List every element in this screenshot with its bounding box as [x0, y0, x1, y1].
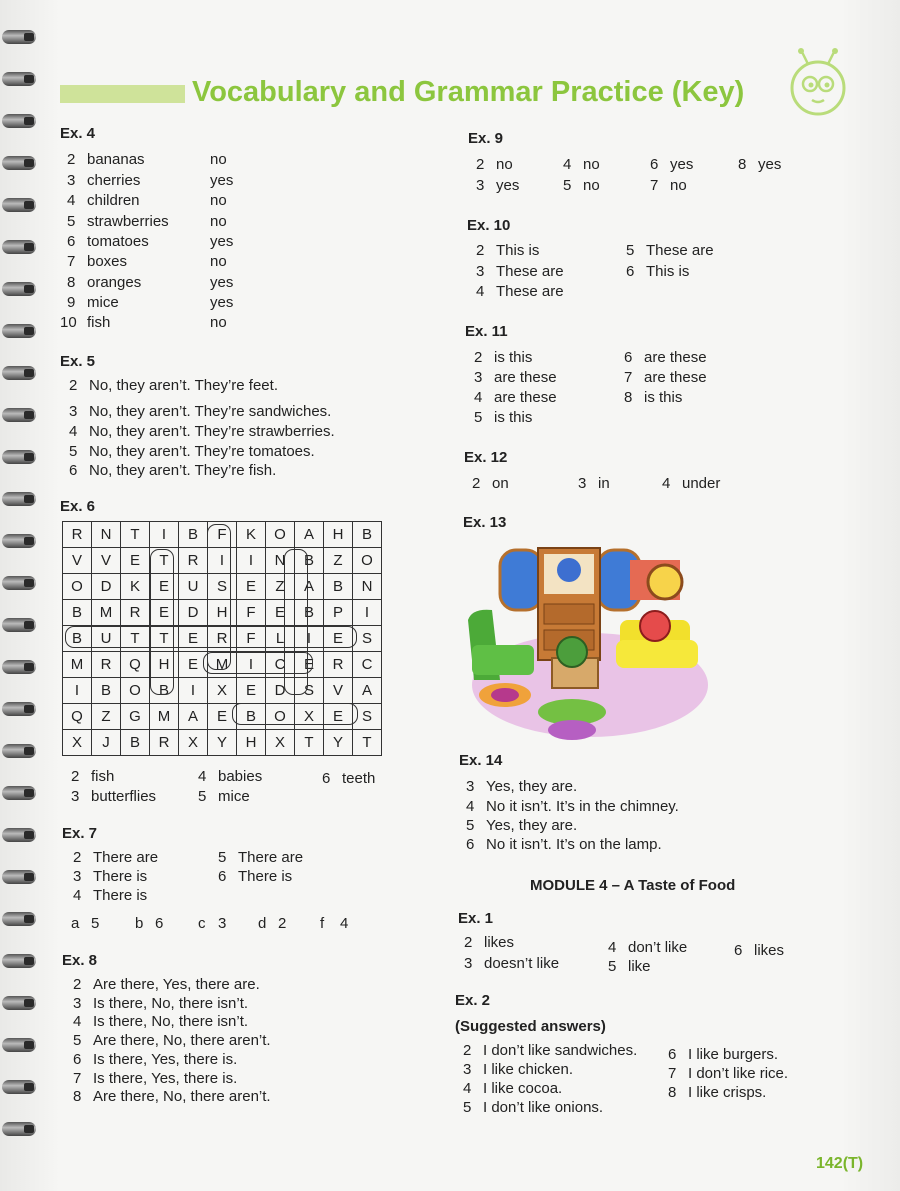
grid-cell: E	[150, 600, 179, 626]
list-item: 6 This is	[626, 263, 690, 280]
grid-cell: B	[63, 626, 92, 652]
list-item: 3 Yes, they are.	[466, 778, 578, 795]
grid-cell: D	[179, 600, 208, 626]
grid-cell: G	[121, 704, 150, 730]
grid-cell: I	[150, 522, 179, 548]
list-item: 5 Yes, they are.	[466, 817, 578, 834]
word-loop	[150, 549, 174, 695]
grid-cell: O	[121, 678, 150, 704]
grid-cell: E	[266, 600, 295, 626]
grid-cell: T	[121, 626, 150, 652]
word-loop	[65, 626, 357, 648]
list-item: 2 Are there, Yes, there are.	[73, 976, 260, 993]
grid-cell: V	[324, 678, 353, 704]
list-item: 4 No it isn’t. It’s in the chimney.	[466, 798, 679, 815]
list-item: 2 on	[472, 475, 509, 492]
grid-cell: T	[150, 548, 179, 574]
list-item: 7 Is there, Yes, there is.	[73, 1070, 238, 1087]
ex13-label: Ex. 13	[463, 514, 507, 531]
list-item: 5 No, they aren’t. They’re tomatoes.	[69, 443, 315, 460]
list-item: 6 Is there, Yes, there is.	[73, 1051, 238, 1068]
list-item: 2 No, they aren’t. They’re feet.	[69, 377, 278, 394]
list-item: 4 There is	[73, 887, 148, 904]
list-item: 5 no	[563, 177, 600, 194]
list-item: 2 This is	[476, 242, 540, 259]
list-item: 2 is this	[474, 349, 533, 366]
grid-cell: X	[266, 730, 295, 756]
list-item: 2 bananas no	[67, 151, 227, 168]
title-accent-bar	[60, 85, 185, 103]
word-loop	[203, 652, 313, 674]
ex12-label: Ex. 12	[464, 449, 508, 466]
grid-cell: S	[353, 626, 382, 652]
list-item: 10 fish no	[60, 314, 227, 331]
grid-cell: I	[63, 678, 92, 704]
grid-cell: E	[324, 626, 353, 652]
list-item: 2 I don’t like sandwiches.	[463, 1042, 638, 1059]
grid-cell: N	[92, 522, 121, 548]
grid-cell: R	[63, 522, 92, 548]
grid-cell: R	[150, 730, 179, 756]
list-item: 4 babies	[198, 768, 263, 785]
list-item: 9 mice yes	[67, 294, 234, 311]
grid-row	[63, 730, 382, 756]
list-item: 3 No, they aren’t. They’re sandwiches.	[69, 403, 332, 420]
grid-cell: E	[237, 574, 266, 600]
list-item: 3 These are	[476, 263, 564, 280]
list-item: 6 yes	[650, 156, 694, 173]
list-item: 8 is this	[624, 389, 683, 406]
grid-cell: Q	[63, 704, 92, 730]
list-item: 7 boxes no	[67, 253, 227, 270]
match-item: a 5	[71, 915, 100, 932]
grid-cell: R	[324, 652, 353, 678]
list-item: 6 teeth	[322, 770, 376, 787]
list-item: 5 I don’t like onions.	[463, 1099, 604, 1116]
grid-cell: B	[121, 730, 150, 756]
grid-cell: T	[121, 522, 150, 548]
m4-ex1-label: Ex. 1	[458, 910, 494, 927]
grid-cell: T	[353, 730, 382, 756]
list-item: 3 There is	[73, 868, 148, 885]
list-item: 4 under	[662, 475, 721, 492]
list-item: 3 cherries yes	[67, 172, 234, 189]
grid-cell: C	[266, 652, 295, 678]
list-item: 4 Is there, No, there isn’t.	[73, 1013, 249, 1030]
grid-cell: I	[237, 652, 266, 678]
grid-cell: M	[150, 704, 179, 730]
grid-cell: X	[295, 704, 324, 730]
list-item: 6 likes	[734, 942, 785, 959]
match-item: d 2	[258, 915, 287, 932]
list-item: 4 children no	[67, 192, 227, 209]
grid-cell: B	[237, 704, 266, 730]
list-item: 8 I like crisps.	[668, 1084, 767, 1101]
list-item: 7 are these	[624, 369, 707, 386]
list-item: 6 tomatoes yes	[67, 233, 234, 250]
list-item: 2 no	[476, 156, 513, 173]
ex14-label: Ex. 14	[459, 752, 503, 769]
grid-cell: T	[295, 730, 324, 756]
grid-cell: F	[208, 522, 237, 548]
mascot-icon	[778, 44, 858, 124]
list-item: 3 in	[578, 475, 610, 492]
grid-cell: V	[92, 548, 121, 574]
grid-cell: N	[266, 548, 295, 574]
list-item: 7 I don’t like rice.	[668, 1065, 789, 1082]
grid-cell: E	[295, 652, 324, 678]
grid-cell: X	[63, 730, 92, 756]
list-item: 2 fish	[71, 768, 115, 785]
grid-cell: B	[295, 600, 324, 626]
list-item: 5 There are	[218, 849, 304, 866]
grid-cell: X	[179, 730, 208, 756]
grid-cell: E	[237, 678, 266, 704]
module-heading: MODULE 4 – A Taste of Food	[530, 877, 736, 894]
grid-cell: Z	[92, 704, 121, 730]
list-item: 5 Are there, No, there aren’t.	[73, 1032, 271, 1049]
grid-cell: J	[92, 730, 121, 756]
list-item: 6 No it isn’t. It’s on the lamp.	[466, 836, 662, 853]
grid-cell: B	[150, 678, 179, 704]
grid-cell: A	[295, 522, 324, 548]
grid-row	[63, 678, 382, 704]
grid-cell: S	[295, 678, 324, 704]
grid-cell: O	[353, 548, 382, 574]
grid-cell: R	[179, 548, 208, 574]
ex5-label: Ex. 5	[60, 353, 96, 370]
grid-cell: U	[92, 626, 121, 652]
list-item: 6 I like burgers.	[668, 1046, 779, 1063]
ex7-label: Ex. 7	[62, 825, 98, 842]
list-item: 3 are these	[474, 369, 557, 386]
list-item: 3 doesn’t like	[464, 955, 560, 972]
grid-cell: N	[353, 574, 382, 600]
list-item: 4 are these	[474, 389, 557, 406]
list-item: 3 Is there, No, there isn’t.	[73, 995, 249, 1012]
grid-cell: B	[92, 678, 121, 704]
grid-cell: I	[179, 678, 208, 704]
grid-cell: A	[295, 574, 324, 600]
list-item: 3 butterflies	[71, 788, 157, 805]
grid-cell: R	[92, 652, 121, 678]
grid-cell: E	[179, 652, 208, 678]
spiral-binding	[0, 20, 40, 1180]
list-item: 5 like	[608, 958, 651, 975]
page-title: Vocabulary and Grammar Practice (Key)	[192, 76, 745, 108]
grid-cell: Y	[324, 730, 353, 756]
ex8-label: Ex. 8	[62, 952, 98, 969]
grid-cell: B	[179, 522, 208, 548]
grid-cell: M	[208, 652, 237, 678]
grid-cell: B	[324, 574, 353, 600]
ex9-label: Ex. 9	[468, 130, 504, 147]
grid-cell: I	[237, 548, 266, 574]
match-item: f 4	[320, 915, 349, 932]
grid-cell: V	[63, 548, 92, 574]
list-item: 8 Are there, No, there aren’t.	[73, 1088, 271, 1105]
grid-cell: E	[208, 704, 237, 730]
room-illustration	[460, 540, 710, 745]
grid-cell: H	[237, 730, 266, 756]
grid-cell: P	[324, 600, 353, 626]
ex10-label: Ex. 10	[467, 217, 511, 234]
list-item: 6 No, they aren’t. They’re fish.	[69, 462, 277, 479]
grid-cell: O	[266, 522, 295, 548]
grid-cell: B	[63, 600, 92, 626]
grid-cell: S	[353, 704, 382, 730]
suggested-note: (Suggested answers)	[455, 1018, 606, 1035]
list-item: 4 I like cocoa.	[463, 1080, 563, 1097]
list-item: 2 likes	[464, 934, 515, 951]
grid-cell: H	[208, 600, 237, 626]
grid-cell: E	[121, 548, 150, 574]
grid-cell: I	[353, 600, 382, 626]
grid-cell: R	[208, 626, 237, 652]
list-item: 5 These are	[626, 242, 714, 259]
grid-cell: Y	[208, 730, 237, 756]
grid-cell: O	[266, 704, 295, 730]
grid-cell: K	[237, 522, 266, 548]
grid-cell: M	[63, 652, 92, 678]
list-item: 2 There are	[73, 849, 159, 866]
grid-cell: E	[179, 626, 208, 652]
list-item: 3 I like chicken.	[463, 1061, 574, 1078]
list-item: 4 no	[563, 156, 600, 173]
grid-cell: K	[121, 574, 150, 600]
ex11-label: Ex. 11	[465, 323, 508, 340]
list-item: 4 These are	[476, 283, 564, 300]
word-loop	[207, 524, 231, 670]
list-item: 8 yes	[738, 156, 782, 173]
list-item: 4 don’t like	[608, 939, 688, 956]
m4-ex2-label: Ex. 2	[455, 992, 491, 1009]
ex4-label: Ex. 4	[60, 125, 96, 142]
grid-cell: X	[208, 678, 237, 704]
list-item: 5 mice	[198, 788, 250, 805]
grid-cell: R	[121, 600, 150, 626]
grid-cell: F	[237, 626, 266, 652]
list-item: 4 No, they aren’t. They’re strawberries.	[69, 423, 335, 440]
grid-cell: T	[150, 626, 179, 652]
grid-cell: E	[150, 574, 179, 600]
grid-cell: B	[295, 548, 324, 574]
list-item: 6 are these	[624, 349, 707, 366]
word-loop	[232, 703, 358, 725]
list-item: 6 There is	[218, 868, 293, 885]
grid-cell: A	[179, 704, 208, 730]
grid-cell: H	[324, 522, 353, 548]
list-item: 5 strawberries no	[67, 213, 227, 230]
list-item: 7 no	[650, 177, 687, 194]
match-item: b 6	[135, 915, 164, 932]
grid-cell: D	[266, 678, 295, 704]
list-item: 3 yes	[476, 177, 520, 194]
ex6-label: Ex. 6	[60, 498, 96, 515]
grid-cell: B	[353, 522, 382, 548]
grid-cell: Z	[324, 548, 353, 574]
grid-cell: U	[179, 574, 208, 600]
grid-cell: S	[208, 574, 237, 600]
grid-cell: A	[353, 678, 382, 704]
grid-cell: H	[150, 652, 179, 678]
match-item: c 3	[198, 915, 227, 932]
grid-cell: D	[92, 574, 121, 600]
grid-cell: C	[353, 652, 382, 678]
grid-cell: Z	[266, 574, 295, 600]
grid-cell: L	[266, 626, 295, 652]
list-item: 8 oranges yes	[67, 274, 234, 291]
grid-cell: I	[208, 548, 237, 574]
grid-cell: O	[63, 574, 92, 600]
list-item: 5 is this	[474, 409, 533, 426]
grid-cell: I	[295, 626, 324, 652]
grid-cell: E	[324, 704, 353, 730]
grid-cell: Q	[121, 652, 150, 678]
grid-cell: F	[237, 600, 266, 626]
grid-cell: M	[92, 600, 121, 626]
page-number: 142(T)	[816, 1155, 864, 1172]
